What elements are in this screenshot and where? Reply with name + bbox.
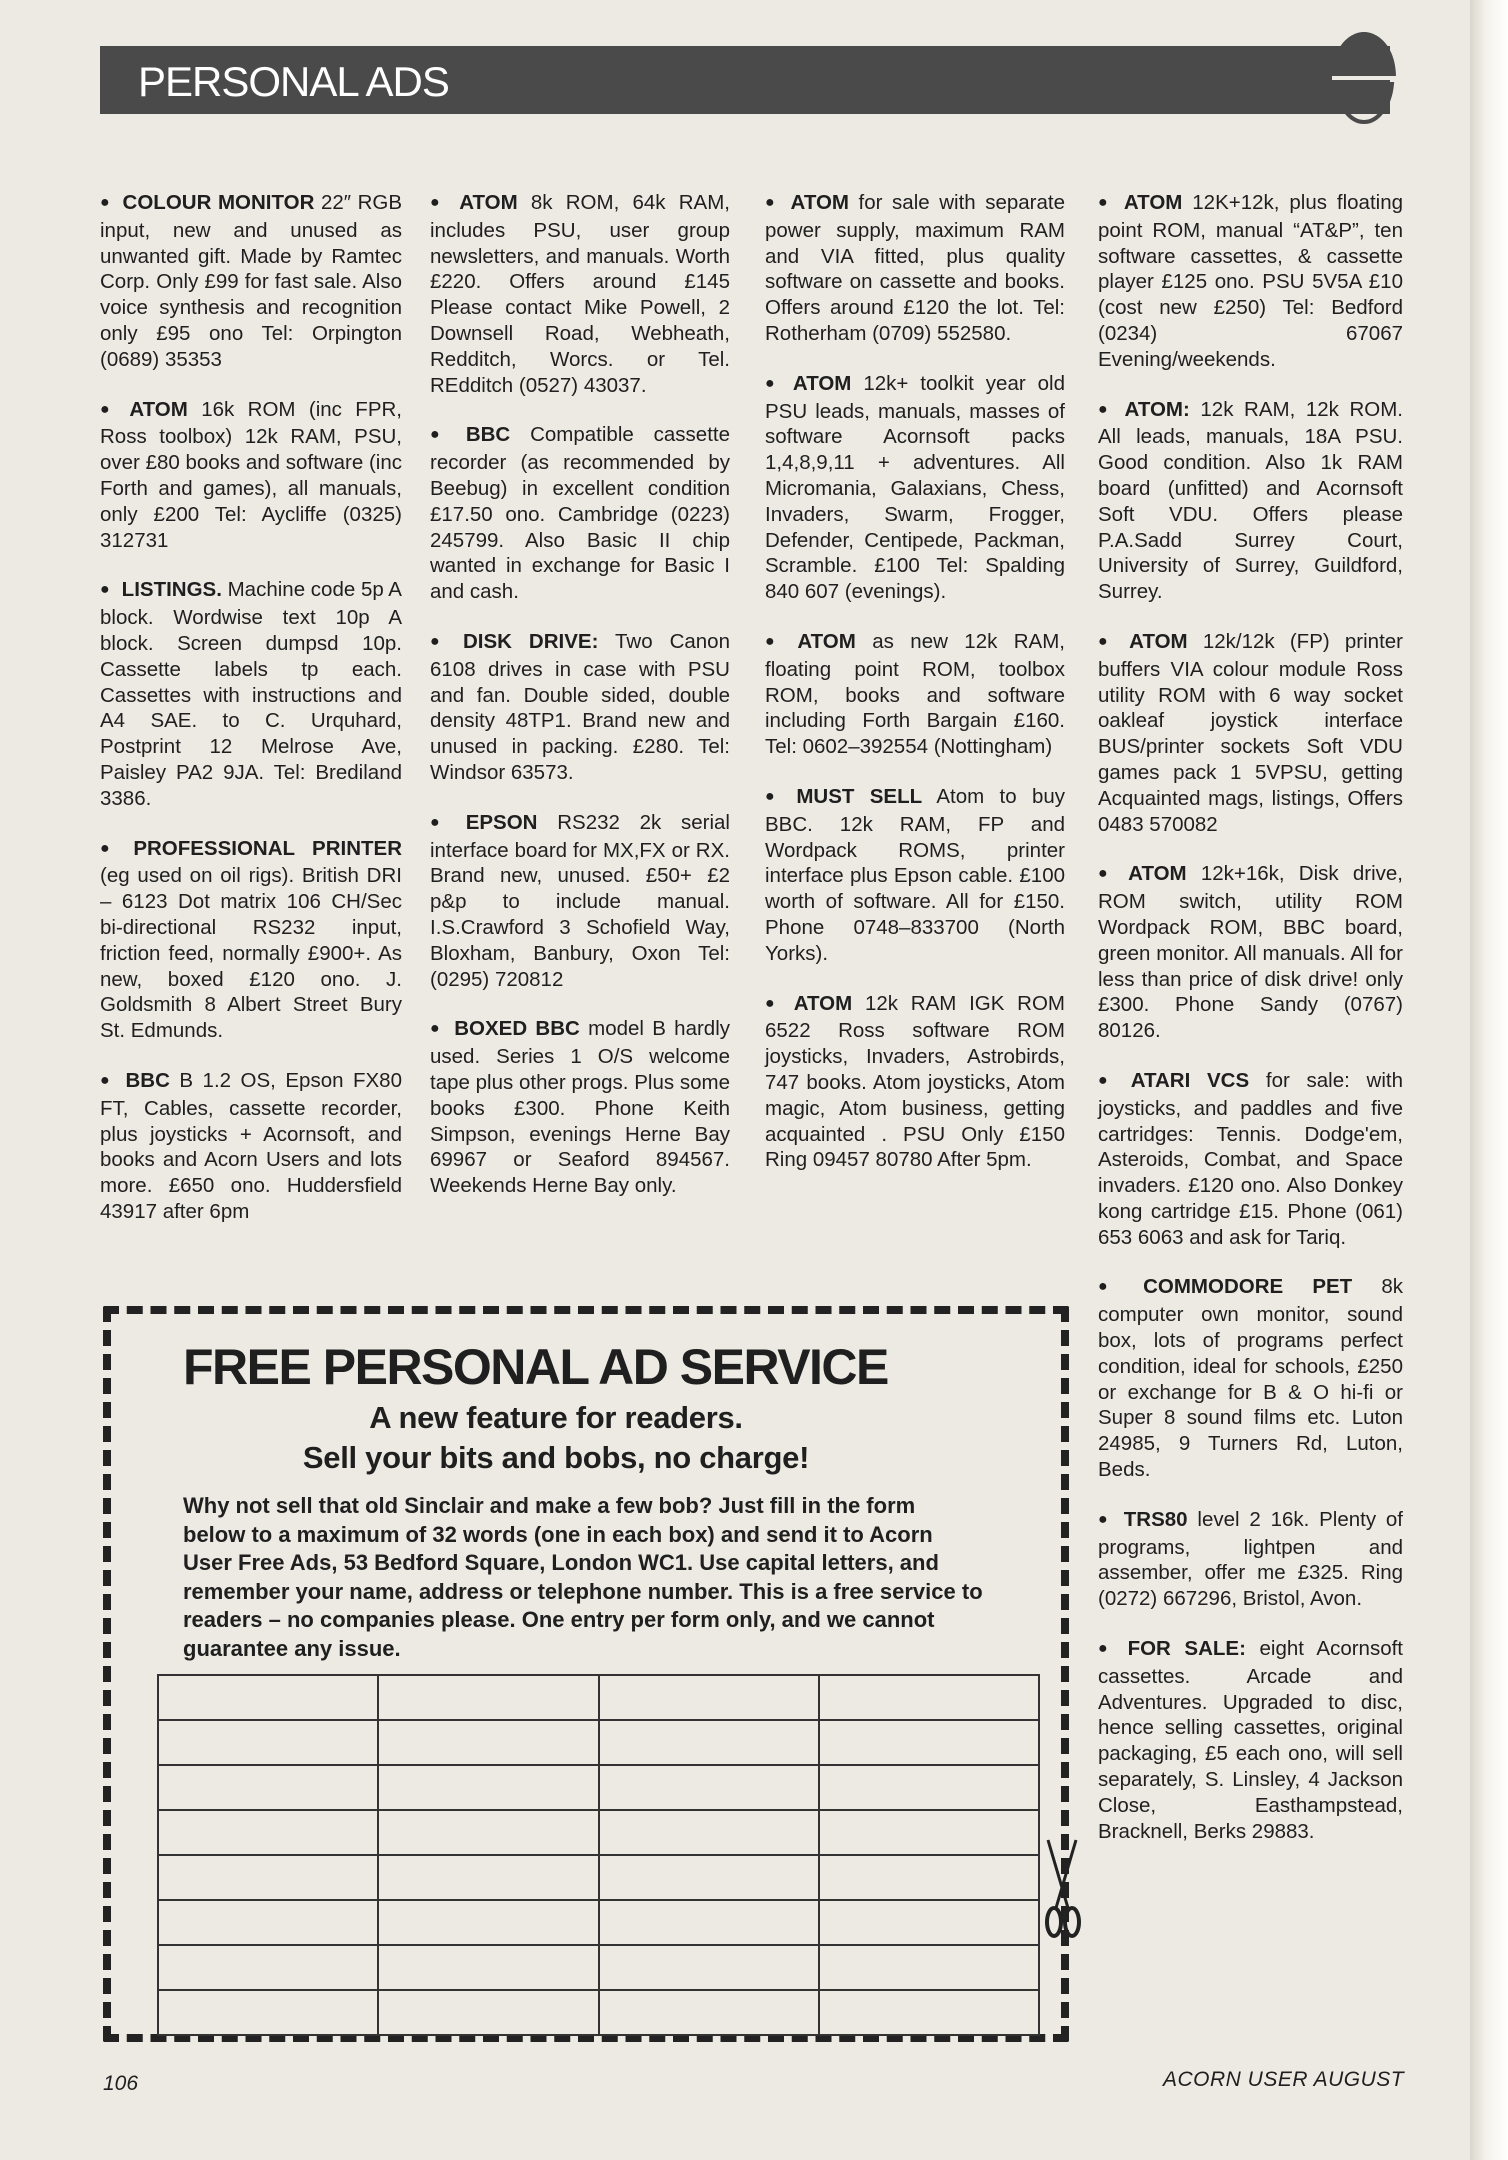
ad-heading: BOXED BBC [454, 1017, 580, 1041]
ad-text: as new 12k RAM, floating point ROM, toolbox ROM, books and software including Forth Bargain £160. Tel: 0602–392554 (Nottingham) [765, 629, 1065, 759]
ad-heading: MUST SELL [796, 784, 923, 808]
ad-heading: DISK DRIVE: [462, 629, 599, 653]
publication-footer: ACORN USER AUGUST [1163, 2068, 1405, 2091]
classified-ad [1098, 397, 1403, 605]
bullet-icon: ● [1098, 400, 1113, 418]
word-box[interactable] [158, 1810, 378, 1855]
ad-heading: ATOM [1123, 191, 1183, 214]
ads-column-4 [1098, 190, 1403, 1868]
grid-row [158, 1765, 1039, 1810]
grid-row [158, 1990, 1039, 2035]
word-box[interactable] [599, 1810, 819, 1855]
word-box[interactable] [819, 1900, 1039, 1945]
ad-text: 12k RAM, 12k ROM. All leads, manuals, 18A PSU. Good condition. Also 1k RAM board (unfitted) and Acornsoft Soft VDU. Offers please P.A.Sadd Surrey Court, University of Surrey, Guildford, Surrey. [1098, 397, 1403, 604]
bullet-icon: ● [100, 400, 118, 418]
classified-ad [1098, 1274, 1403, 1482]
ad-text: 12k+16k, Disk drive, ROM switch, utility ROM Wordpack ROM, BBC board, green monitor. All manuals. All for less than price of disk drive! only £300. Phone Sandy (0767) 80126. [1098, 862, 1403, 1043]
ad-text: 12K+12k, plus floating point ROM, manual “AT&P”, ten software cassettes, & cassette player £125 ono. PSU 5V5A £10 (cost new £250) Tel: Bedford (0234) 67067 Evening/weekends. [1098, 191, 1403, 371]
grid-row [158, 1900, 1039, 1945]
ad-heading: ATOM [790, 191, 849, 214]
word-box[interactable] [599, 1720, 819, 1765]
coupon-subtitle-2: Sell your bits and bobs, no charge! [302, 1440, 810, 1475]
ad-heading: ATOM [797, 629, 856, 653]
ad-text: Atom to buy BBC. 12k RAM, FP and Wordpack ROMS, printer interface plus Epson cable. £100 worth of software. All for £150. Phone 0748–833700 (North Yorks). [765, 784, 1065, 965]
bullet-icon: ● [430, 1020, 443, 1038]
classified-ad [1098, 1068, 1403, 1251]
bullet-icon: ● [430, 632, 451, 650]
grid-row [158, 1810, 1039, 1855]
word-box[interactable] [378, 1900, 598, 1945]
page-number: 106 [103, 2072, 139, 2095]
classified-ad [765, 190, 1065, 347]
ad-heading: ATOM [792, 371, 852, 395]
ad-text: 8k ROM, 64k RAM, includes PSU, user group newsletters, and manuals. Worth £220. Offers around £145 Please contact Mike Powell, 2 Downsell Road, Webheath, Redditch, Worcs. or Tel. REdditch (0527) 43037. [430, 191, 730, 397]
classified-ad [430, 810, 730, 993]
ad-text: Two Canon 6108 drives in case with PSU and fan. Double sided, double density 48TP1. Brand new and unused in packing. £280. Tel: Windsor 63573. [430, 629, 730, 784]
ad-text: Machine code 5p A block. Wordwise text 10p A block. Screen dumpsd 10p. Cassette labels tp each. Cassettes with instructions and A4 SAE. to C. Urquhard, Postprint 12 Melrose Ave, Paisley PA2 9JA. Tel: Brediland 3386. [100, 578, 402, 810]
grid-row [158, 1675, 1039, 1720]
classified-ad [1098, 629, 1403, 837]
bullet-icon: ● [765, 632, 786, 650]
word-box[interactable] [819, 1990, 1039, 2035]
word-box[interactable] [819, 1675, 1039, 1720]
bullet-icon: ● [765, 194, 779, 211]
ad-heading: ATOM [1129, 629, 1188, 653]
coupon-instructions: Why not sell that old Sinclair and make a few bob? Just fill in the form below to a maximum of 32 words (one in each box) and send it to Acorn User Free Ads, 53 Bedford Square, London WC1. Use capital letters, and remember your name, address or telephone number. This is a free service to readers – no companies please. One entry per form only, and we cannot guarantee any issue. [183, 1493, 983, 1661]
ads-column-3 [765, 190, 1065, 1197]
word-box[interactable] [599, 1765, 819, 1810]
word-box[interactable] [599, 1900, 819, 1945]
classified-ad [430, 1016, 730, 1199]
classified-ad [100, 1068, 402, 1225]
word-entry-grid [157, 1674, 1040, 2036]
ad-heading: ATOM [793, 991, 853, 1015]
classified-ad [1098, 1636, 1403, 1844]
ad-heading: LISTINGS. [121, 578, 222, 602]
word-box[interactable] [158, 1900, 378, 1945]
word-box[interactable] [378, 1945, 598, 1990]
ads-column-1 [100, 190, 402, 1249]
word-box[interactable] [158, 1855, 378, 1900]
word-box[interactable] [819, 1855, 1039, 1900]
classified-ad [765, 784, 1065, 967]
page-edge-shadow [1470, 0, 1508, 2160]
section-header-bar [100, 46, 1390, 114]
ad-text: (eg used on oil rigs). British DRI – 6123 Dot matrix 106 CH/Sec bi-directional RS232 input, friction feed, normally £900+. As new, boxed £120 ono. J. Goldsmith 8 Albert Street Bury St. Edmunds. [100, 864, 402, 1043]
ad-text: for sale with separate power supply, maximum RAM and VIA fitted, plus quality software on cassette and books. Offers around £120 the lot. Tel: Rotherham (0709) 552580. [765, 191, 1065, 345]
bullet-icon: ● [430, 813, 454, 831]
bullet-icon: ● [430, 426, 454, 444]
ad-text: RS232 2k serial interface board for MX,FX or RX. Brand new, unused. £50+ £2 p&p to include manual. I.S.Crawford 3 Schofield Way, Bloxham, Banbury, Oxon Tel: (0295) 720812 [430, 810, 730, 991]
bullet-icon: ● [1098, 1071, 1119, 1089]
word-box[interactable] [158, 1765, 378, 1810]
free-ad-coupon [103, 1306, 1069, 2042]
ad-text: 22″ RGB input, new and unused as unwanted gift. Made by Ramtec Corp. Only £99 for fast sale. Also voice synthesis and recognition only £95 ono Tel: Orpington (0689) 35353 [100, 191, 402, 371]
word-box[interactable] [378, 1675, 598, 1720]
ad-heading: ATOM [1128, 862, 1187, 886]
classified-ad [100, 190, 402, 373]
ad-heading: EPSON [465, 810, 538, 834]
ad-heading: BBC [465, 423, 511, 447]
bullet-icon: ● [765, 994, 782, 1012]
word-box[interactable] [819, 1765, 1039, 1810]
word-box[interactable] [158, 1720, 378, 1765]
ad-text: model B hardly used. Series 1 O/S welcome tape plus other progs. Plus some books £300. Phone Keith Simpson, evenings Herne Bay 69967 or Seaford 894567. Weekends Herne Bay only. [430, 1017, 730, 1198]
word-box[interactable] [599, 1855, 819, 1900]
word-box[interactable] [158, 1990, 378, 2035]
word-box[interactable] [378, 1990, 598, 2035]
word-box[interactable] [158, 1945, 378, 1990]
section-title: PERSONAL ADS [138, 58, 449, 105]
ad-text: Compatible cassette recorder (as recommended by Beebug) in excellent condition £17.50 ono. Cambridge (0223) 245799. Also Basic II chip wanted in exchange for Basic I and cash. [430, 423, 730, 604]
ad-text: 8k computer own monitor, sound box, lots of programs perfect condition, ideal for schools, £250 or exchange for B & O hi-fi or Super 8 sound films etc. Luton 24985, 9 Turners Rd, Luton, Beds. [1098, 1275, 1403, 1482]
ad-heading: BBC [125, 1068, 170, 1092]
ad-heading: FOR SALE: [1127, 1637, 1246, 1661]
word-box[interactable] [378, 1765, 598, 1810]
ad-heading: PROFESSIONAL PRINTER [133, 836, 402, 860]
bullet-icon: ● [1098, 632, 1118, 650]
ad-text: for sale: with joysticks, and paddles and five cartridges: Tennis. Dodge'em, Asteroids, Combat, and Space invaders. £120 ono. Also Donkey kong cartridge £15. Phone (061) 653 6063 and ask for Tariq. [1098, 1068, 1403, 1249]
bullet-icon: ● [100, 581, 110, 599]
bullet-icon: ● [765, 787, 785, 805]
word-box[interactable] [599, 1945, 819, 1990]
word-box[interactable] [378, 1855, 598, 1900]
word-box[interactable] [819, 1945, 1039, 1990]
bullet-icon: ● [1098, 1510, 1112, 1528]
word-box[interactable] [819, 1810, 1039, 1855]
classified-ad [100, 836, 402, 1044]
bullet-icon: ● [100, 839, 122, 857]
ad-text: eight Acornsoft cassettes. Arcade and Adventures. Upgraded to disc, hence selling cassettes, original packaging, £5 each ono, will sell separately, S. Linsley, 4 Jackson Close, Easthampstead, Bracknell, Berks 29883. [1098, 1637, 1404, 1843]
ad-heading: ATOM [129, 397, 188, 421]
ad-text: 12k/12k (FP) printer buffers VIA colour module Ross utility ROM with 6 way socket oakleaf joystick interface BUS/printer sockets Soft VDU games pack 1 5VPSU, getting Acquainted mags, listings, Offers 0483 570082 [1098, 629, 1403, 836]
bullet-icon: ● [765, 374, 781, 392]
word-box[interactable] [378, 1720, 598, 1765]
acorn-logo-icon [1326, 28, 1402, 128]
classified-ad [1098, 861, 1403, 1044]
ad-heading: COMMODORE PET [1143, 1275, 1353, 1299]
bullet-icon: ● [1098, 194, 1112, 211]
classified-ad [430, 190, 730, 398]
bullet-icon: ● [1098, 1640, 1116, 1658]
grid-row [158, 1720, 1039, 1765]
word-box[interactable] [599, 1990, 819, 2035]
ad-text: 12k RAM IGK ROM 6522 Ross software ROM joysticks, Invaders, Astrobirds, 747 books. Atom joysticks, Atom magic, Atom business, getting acquainted . PSU Only £150 Ring 09457 80780 After 5pm. [765, 991, 1065, 1172]
ad-heading: COLOUR MONITOR [122, 191, 315, 214]
ad-text: level 2 16k. Plenty of programs, lightpen and assember, offer me £325. Ring (0272) 667296, Bristol, Avon. [1098, 1507, 1403, 1611]
ad-text: 12k+ toolkit year old PSU leads, manuals, masses of software Acornsoft packs 1,4,8,9,11 + adventures. All Micromania, Galaxians, Chess, Invaders, Swarm, Frogger, Defender, Centipede, Packman, Scramble. £100 Tel: Spalding 840 607 (evenings). [765, 371, 1065, 604]
ads-column-2 [430, 190, 730, 1223]
ad-text: 16k ROM (inc FPR, Ross toolbox) 12k RAM, PSU, over £80 books and software (inc Forth and games), all manuals, only £200 Tel: Aycliffe (0325) 312731 [100, 397, 402, 552]
classified-ad [430, 422, 730, 605]
bullet-icon: ● [430, 194, 448, 211]
classified-ad [765, 629, 1065, 760]
word-box[interactable] [599, 1675, 819, 1720]
classified-ad [765, 371, 1065, 605]
ad-heading: ATOM: [1124, 397, 1190, 421]
classified-ad [100, 397, 402, 554]
classified-ad [1098, 1507, 1403, 1612]
coupon-subtitle-1: A new feature for readers. [369, 1400, 743, 1435]
word-box[interactable] [819, 1720, 1039, 1765]
word-box[interactable] [158, 1675, 378, 1720]
bullet-icon: ● [100, 194, 111, 211]
word-box[interactable] [378, 1810, 598, 1855]
classified-ad [765, 991, 1065, 1174]
ad-heading: ATOM [459, 191, 518, 214]
bullet-icon: ● [100, 1071, 114, 1089]
grid-row [158, 1945, 1039, 1990]
grid-row [158, 1855, 1039, 1900]
scissors-icon [1042, 1838, 1082, 1948]
ad-text: B 1.2 OS, Epson FX80 FT, Cables, cassette recorder, plus joysticks + Acornsoft, and books and Acorn Users and lots more. £650 ono. Huddersfield 43917 after 6pm [100, 1068, 402, 1223]
classified-ad [100, 577, 402, 811]
coupon-title: FREE PERSONAL AD SERVICE [183, 1339, 888, 1395]
classified-ad [1098, 190, 1403, 373]
bullet-icon: ● [1098, 1278, 1132, 1296]
ad-heading: ATARI VCS [1130, 1068, 1250, 1092]
ad-heading: TRS80 [1123, 1507, 1188, 1531]
bullet-icon: ● [1098, 865, 1117, 883]
classified-ad [430, 629, 730, 786]
